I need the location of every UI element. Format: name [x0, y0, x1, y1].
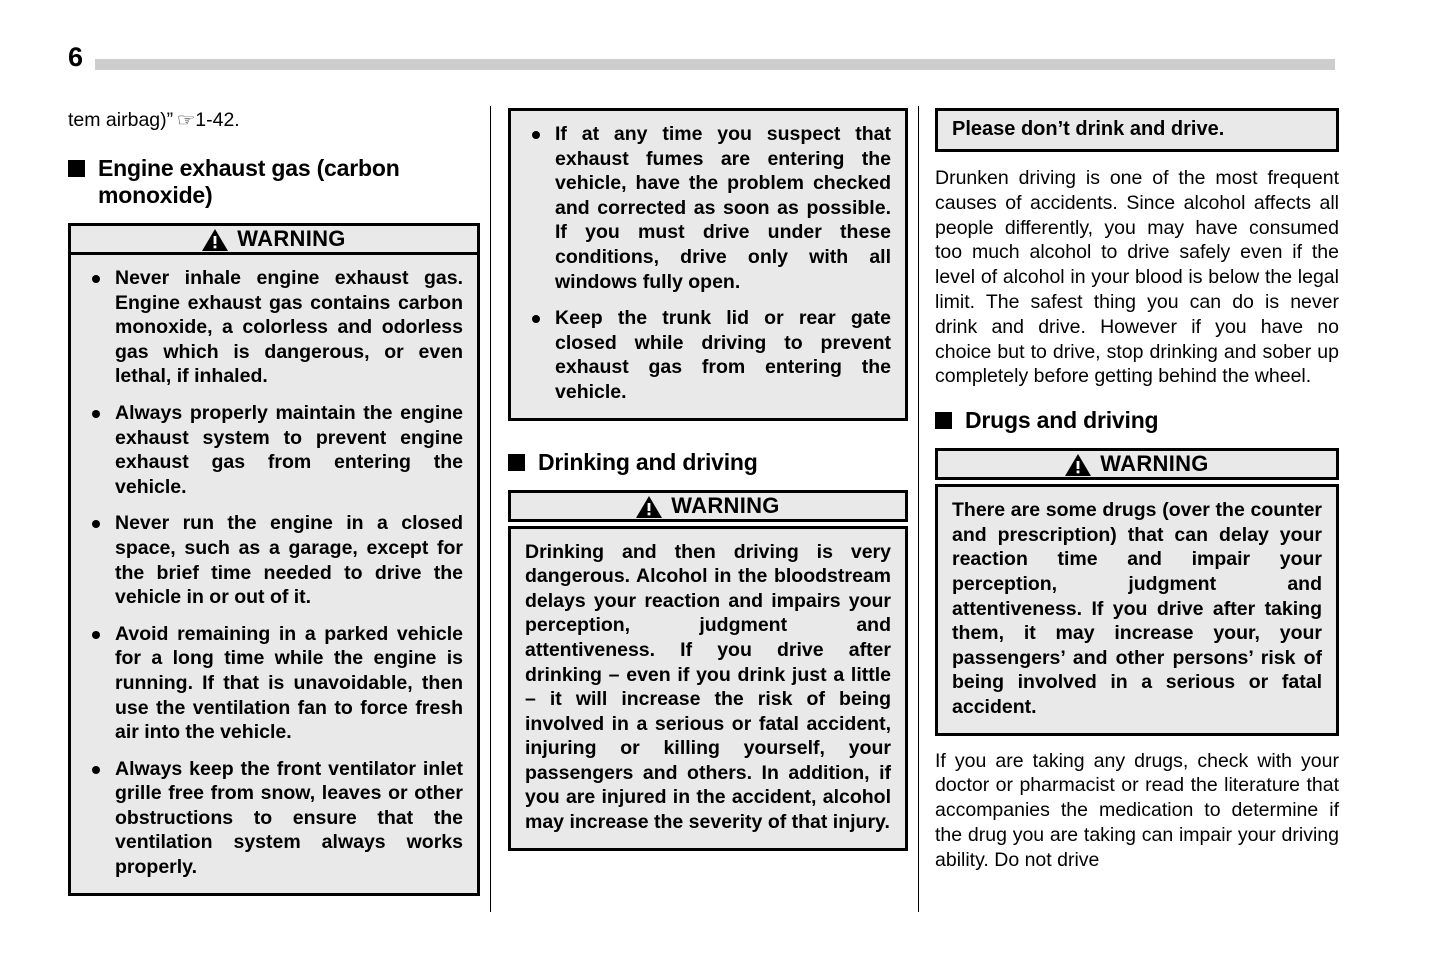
warning-bullet-item: Avoid remaining in a parked vehicle for a long time while the engine is running. If that is unavoidable, then use the ventilation fan to force fresh air into the vehicle. [85, 622, 463, 745]
warning-block-engine-exhaust [68, 223, 480, 896]
column-divider-2 [918, 106, 919, 912]
warning-body [508, 526, 908, 851]
square-bullet-icon [935, 412, 952, 429]
warning-bullet-item: Keep the trunk lid or rear gate closed while driving to prevent exhaust gas from entering the vehicle. [525, 306, 891, 404]
warning-triangle-icon [202, 229, 228, 251]
warning-bullet-list-continued [525, 122, 891, 405]
warning-paragraph: Drinking and then driving is very dangerous. Alcohol in the bloodstream delays your reaction and impairs your perception, judgment and attentiveness. If you drive after drinking – even if you drink just a little – it will increase the risk of being involved in a serious or fatal accident, injuring or killing yourself, your passengers and others. In addition, if you are injured in the accident, alcohol may increase the severity of that injury. [525, 540, 891, 834]
section-heading-engine-exhaust-gas [68, 155, 480, 209]
page-header [0, 40, 1445, 74]
section-heading-label: Drinking and driving [538, 448, 758, 475]
square-bullet-icon [68, 160, 85, 177]
warning-body [68, 255, 480, 896]
warning-block-drinking [508, 490, 908, 851]
callout-box-dont-drink-and-drive [935, 108, 1339, 152]
warning-bullet-item: If at any time you suspect that exhaust fumes are entering the vehicle, have the problem checked and corrected as soon as possible. If you must drive under these conditions, drive only with all windows fully open. [525, 122, 891, 294]
warning-bullet-list [85, 266, 463, 880]
warning-bullet-item: Never run the engine in a closed space, such as a garage, except for the brief time needed to drive the vehicle in or out of it. [85, 511, 463, 609]
body-paragraph-taking-drugs: If you are taking any drugs, check with your doctor or pharmacist or read the literature that accompanies the medication to determine if the drug you are taking can impair your driving ability. Do not drive [935, 749, 1339, 871]
intro-text: tem airbag)” [68, 109, 174, 131]
warning-header [935, 448, 1339, 480]
warning-body [935, 484, 1339, 735]
column-1 [68, 108, 480, 896]
callout-text: Please don’t drink and drive. [952, 118, 1225, 140]
warning-triangle-icon [636, 496, 662, 518]
header-rule-divider [95, 59, 1335, 70]
warning-label: WARNING [1100, 451, 1209, 477]
spacer [508, 421, 908, 449]
page-number: 6 [68, 42, 83, 72]
section-heading-drugs-and-driving [935, 407, 1339, 434]
section-heading-label: Drugs and driving [965, 407, 1159, 434]
intro-continuation-line [68, 108, 480, 133]
warning-block-engine-exhaust-continued [508, 108, 908, 421]
spacer [935, 389, 1339, 407]
warning-block-drugs [935, 448, 1339, 735]
warning-bullet-item: Always properly maintain the engine exhaust system to prevent engine exhaust gas from entering the vehicle. [85, 401, 463, 499]
warning-bullet-item: Always keep the front ventilator inlet grille free from snow, leaves or other obstructions to ensure that the ventilation system always works properly. [85, 757, 463, 880]
warning-label: WARNING [237, 226, 346, 251]
section-heading-label: Engine exhaust gas (carbon monoxide) [98, 155, 400, 208]
warning-body-continued [508, 108, 908, 421]
warning-paragraph: There are some drugs (over the counter and prescription) that can delay your reaction time and impair your perception, judgment and attentiveness. If you drive after taking them, it may increase your, your passengers’ and other persons’ risk of being involved in a serious or fatal accident. [952, 499, 1322, 718]
column-3 [935, 108, 1339, 873]
body-paragraph-drunken-driving: Drunken driving is one of the most frequent causes of accidents. Since alcohol affects all people differently, you may have consumed too much alcohol to drive safely even if the level of alcohol in your blood is below the legal limit. The safest thing you can do is never drink and drive. However if you have no choice but to drive, stop drinking and sober up completely before getting behind the wheel. [935, 167, 1339, 388]
column-divider-1 [490, 106, 491, 912]
warning-triangle-icon [1065, 454, 1091, 476]
warning-header [68, 223, 480, 255]
warning-header [508, 490, 908, 522]
intro-reference: 1-42. [195, 109, 240, 131]
square-bullet-icon [508, 454, 525, 471]
hand-pointer-icon: ☞ [176, 110, 196, 130]
section-heading-drinking-and-driving [508, 449, 908, 476]
warning-label: WARNING [671, 492, 780, 518]
column-2 [508, 108, 908, 851]
warning-bullet-item: Never inhale engine exhaust gas. Engine exhaust gas contains carbon monoxide, a colorless and odorless gas which is dangerous, or even lethal, if inhaled. [85, 266, 463, 389]
